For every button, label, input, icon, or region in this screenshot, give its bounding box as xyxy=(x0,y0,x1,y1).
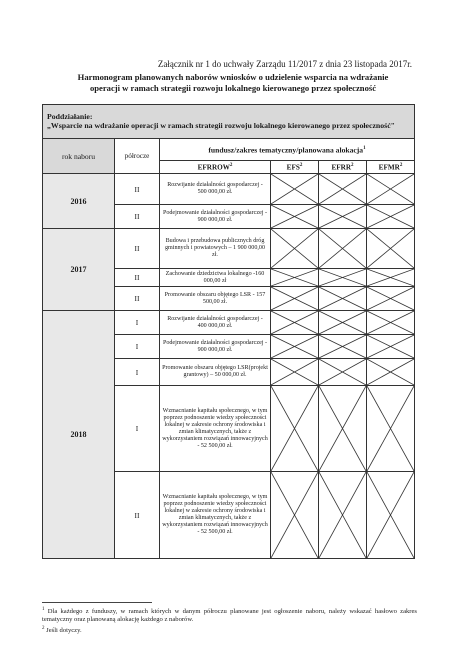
footnote-1 xyxy=(42,606,417,624)
crossed-cell xyxy=(271,287,319,311)
crossed-cell xyxy=(319,287,367,311)
cross-mark-icon xyxy=(319,472,366,558)
fund-name-efrrow: EFRROW xyxy=(197,163,230,172)
cross-mark-icon xyxy=(271,269,318,286)
crossed-cell xyxy=(271,174,319,205)
crossed-cell xyxy=(271,269,319,287)
half-cell: II xyxy=(115,287,160,311)
crossed-cell xyxy=(367,269,415,287)
footnote-2-mark: 2 xyxy=(42,626,45,632)
crossed-cell xyxy=(367,311,415,335)
col-header-efs xyxy=(271,161,319,174)
cross-mark-icon xyxy=(271,229,318,268)
cross-mark-icon xyxy=(319,386,366,471)
subheading-row xyxy=(43,105,415,139)
title-line-1: Harmonogram planowanych naborów wniosków o udzielenie wsparcia na wdrażanie xyxy=(77,72,389,82)
cross-mark-icon xyxy=(271,174,318,204)
col-header-half: półrocze xyxy=(115,139,160,174)
crossed-cell xyxy=(367,205,415,229)
header-row-1 xyxy=(43,139,415,161)
crossed-cell xyxy=(271,205,319,229)
crossed-cell xyxy=(367,287,415,311)
document-title xyxy=(47,72,419,94)
cross-mark-icon xyxy=(367,359,414,385)
cross-mark-icon xyxy=(367,472,414,558)
allocation-description: Promowanie obszaru objętego LSR(projekt grantowy) – 50 000,00 zł. xyxy=(160,359,271,386)
cross-mark-icon xyxy=(271,359,318,385)
cross-mark-icon xyxy=(271,335,318,358)
allocation-description: Zachowanie dziedzictwa lokalnego -160 000,00 zł xyxy=(160,269,271,287)
cross-mark-icon xyxy=(271,386,318,471)
crossed-cell xyxy=(271,472,319,559)
crossed-cell xyxy=(319,386,367,472)
cross-mark-icon xyxy=(367,269,414,286)
col-header-efrrow xyxy=(160,161,271,174)
col-header-fund-text: fundusz/zakres tematyczny/planowana alokacja xyxy=(208,145,364,155)
crossed-cell xyxy=(319,359,367,386)
crossed-cell xyxy=(319,472,367,559)
col-header-year: rok naboru xyxy=(43,139,115,174)
crossed-cell xyxy=(271,229,319,269)
cross-mark-icon xyxy=(319,269,366,286)
schedule-table xyxy=(42,104,415,559)
col-header-efrr xyxy=(319,161,367,174)
crossed-cell xyxy=(367,174,415,205)
half-cell: II xyxy=(115,269,160,287)
allocation-description: Podejmowanie działalności gospodarczej - 900 000,00 zł. xyxy=(160,335,271,359)
crossed-cell xyxy=(367,472,415,559)
cross-mark-icon xyxy=(319,174,366,204)
footnote-1-mark: 1 xyxy=(42,607,45,612)
table-row xyxy=(43,229,415,269)
crossed-cell xyxy=(271,311,319,335)
fund-name-efs: EFS xyxy=(286,163,300,172)
crossed-cell xyxy=(319,335,367,359)
crossed-cell xyxy=(271,335,319,359)
allocation-description: Podejmowanie działalności gospodarczej - 900 000,00 zł. xyxy=(160,205,271,229)
cross-mark-icon xyxy=(319,229,366,268)
title-line-2: operacji w ramach strategii rozwoju lokalnego kierowanego przez społeczność xyxy=(89,83,377,93)
table-row xyxy=(43,174,415,205)
crossed-cell xyxy=(367,229,415,269)
crossed-cell xyxy=(319,311,367,335)
crossed-cell xyxy=(367,335,415,359)
cross-mark-icon xyxy=(367,386,414,471)
cross-mark-icon xyxy=(271,311,318,334)
footnote-ref-2: 2 xyxy=(299,163,303,169)
cross-mark-icon xyxy=(319,311,366,334)
footnote-ref-2: 2 xyxy=(351,163,354,169)
half-cell: II xyxy=(115,205,160,229)
cross-mark-icon xyxy=(367,287,414,310)
subheading-text: „Wsparcie na wdrażanie operacji w ramach strategii rozwoju lokalnego kierowanego przez społeczność" xyxy=(47,121,395,130)
subheading-label: Poddziałanie: xyxy=(47,111,93,121)
cross-mark-icon xyxy=(319,205,366,228)
cross-mark-icon xyxy=(319,359,366,385)
half-cell: I xyxy=(115,311,160,335)
footnote-ref-2: 2 xyxy=(399,163,403,169)
half-cell: II xyxy=(115,472,160,559)
cross-mark-icon xyxy=(271,472,318,558)
cross-mark-icon xyxy=(319,287,366,310)
half-cell: I xyxy=(115,386,160,472)
cross-mark-icon xyxy=(367,335,414,358)
cross-mark-icon xyxy=(319,335,366,358)
year-cell: 2017 xyxy=(43,229,115,311)
fund-name-efrr: EFRR xyxy=(331,163,352,172)
half-cell: II xyxy=(115,174,160,205)
allocation-description: Wzmacnianie kapitału społecznego, w tym poprzez podnoszenie wiedzy społeczności lokalnej w zakresie ochrony środowiska i zmian klimatycznych, także z wykorzystaniem rozwiązań innowacyjnych - 52 500,00 zł. xyxy=(160,472,271,559)
footnote-1-text: Dla każdego z funduszy, w ramach których w danym półroczu planowane jest ogłoszenie naboru, należy wskazać hasłowo zakres tematyczny oraz planowaną alokację każdego z naborów. xyxy=(42,608,417,624)
col-header-efmr xyxy=(367,161,415,174)
cross-mark-icon xyxy=(367,205,414,228)
footnote-ref-1: 1 xyxy=(363,145,366,151)
half-cell: II xyxy=(115,229,160,269)
fund-name-efmr: EFMR xyxy=(378,163,400,172)
cross-mark-icon xyxy=(367,174,414,204)
footnote-ref-2: 2 xyxy=(229,163,233,169)
allocation-description: Rozwijanie działalności gospodarczej - 500 000,00 zł. xyxy=(160,174,271,205)
year-cell: 2018 xyxy=(43,311,115,559)
cross-mark-icon xyxy=(367,311,414,334)
crossed-cell xyxy=(271,386,319,472)
annex-note: Załącznik nr 1 do uchwały Zarządu 11/2017 z dnia 23 listopada 2017r. xyxy=(157,59,412,69)
crossed-cell xyxy=(367,359,415,386)
footnotes xyxy=(42,606,417,636)
cross-mark-icon xyxy=(271,205,318,228)
col-header-fund xyxy=(160,139,415,161)
footnote-2 xyxy=(42,625,417,635)
table-row xyxy=(43,311,415,335)
crossed-cell xyxy=(367,386,415,472)
allocation-description: Promowanie obszaru objętego LSR - 157 500,00 zł. xyxy=(160,287,271,311)
allocation-description: Wzmacnianie kapitału społecznego, w tym poprzez podnoszenie wiedzy społeczności lokalnej w zakresie ochrony środowiska i zmian klimatycznych, także z wykorzystaniem rozwiązań innowacyjnych - 52 500,00 zł. xyxy=(160,386,271,472)
crossed-cell xyxy=(271,359,319,386)
footnote-2-text: Jeśli dotyczy. xyxy=(46,627,82,635)
cross-mark-icon xyxy=(271,287,318,310)
footnote-divider xyxy=(42,602,152,603)
allocation-description: Rozwijanie działalności gospodarczej - 400 000,00 zł. xyxy=(160,311,271,335)
year-cell: 2016 xyxy=(43,174,115,229)
half-cell: I xyxy=(115,335,160,359)
half-cell: I xyxy=(115,359,160,386)
allocation-description: Budowa i przebudowa publicznych dróg gminnych i powiatowych – 1 900 000,00 zł. xyxy=(160,229,271,269)
crossed-cell xyxy=(319,174,367,205)
cross-mark-icon xyxy=(367,229,414,268)
subheading-cell xyxy=(43,105,415,139)
crossed-cell xyxy=(319,269,367,287)
crossed-cell xyxy=(319,229,367,269)
crossed-cell xyxy=(319,205,367,229)
